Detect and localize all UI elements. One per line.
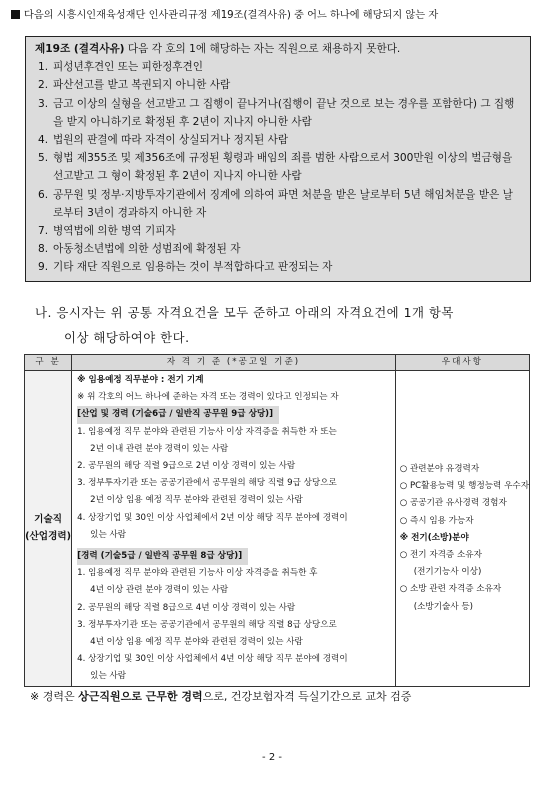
qualification-table bbox=[24, 354, 530, 687]
disqualification-box bbox=[25, 36, 531, 282]
square-bullet-icon bbox=[11, 10, 20, 19]
item-text: 형법 제355조 및 제356조에 규정된 횡령과 배임의 죄를 범한 사람으로서 300만원 이상의 벌금형을 선고받고 그 형이 확정된 후 2년이 지나지 아니한 사람 bbox=[53, 152, 513, 183]
section-title: [경력 (기술5급 / 일반직 공무원 8급 상당)] bbox=[77, 548, 248, 565]
item-number: 7. bbox=[38, 225, 49, 238]
item-number: 3. bbox=[77, 619, 86, 630]
category-name: 기술직 bbox=[34, 514, 62, 526]
eligibility-paragraph bbox=[35, 300, 525, 350]
preference-sub: (전기기능사 이상) bbox=[413, 567, 482, 578]
section-title: [산업 및 경력 (기술6급 / 일반직 공무원 9급 상당)] bbox=[77, 406, 279, 423]
list-item bbox=[35, 240, 522, 258]
list-item bbox=[35, 222, 522, 240]
preference-item: ○ 관련분야 유경력자 bbox=[399, 464, 480, 474]
paragraph-line: 이상 해당하여야 한다. bbox=[64, 330, 190, 345]
list-item bbox=[35, 95, 522, 131]
list-item bbox=[35, 149, 522, 185]
list-item bbox=[35, 58, 522, 76]
preference-cell bbox=[395, 371, 529, 687]
criteria-item bbox=[77, 458, 391, 475]
preference-section-title: ※ 전기(소방)분야 bbox=[399, 532, 469, 543]
header-category: 구 분 bbox=[25, 355, 72, 371]
item-number: 1. bbox=[77, 426, 86, 437]
item-text: 4년 이상 관련 분야 경력이 있는 사람 bbox=[90, 585, 229, 596]
item-number: 4. bbox=[77, 654, 86, 665]
item-text: 기타 재단 직원으로 임용하는 것이 부적합하다고 판정되는 자 bbox=[53, 261, 333, 274]
list-item bbox=[35, 258, 522, 276]
paragraph-line: 나. 응시자는 위 공통 자격요건을 모두 준하고 아래의 자격요건에 1개 항목 bbox=[35, 305, 454, 320]
list-item bbox=[35, 186, 522, 222]
criteria-item bbox=[77, 424, 391, 458]
item-number: 4. bbox=[77, 512, 86, 523]
item-number: 5. bbox=[38, 152, 49, 165]
item-text: 파산선고를 받고 복권되지 아니한 사람 bbox=[53, 79, 231, 92]
criteria-item bbox=[77, 651, 391, 685]
footnote-suffix: 으로, 건강보험자격 득실기간으로 교차 검증 bbox=[202, 690, 412, 703]
item-number: 1. bbox=[38, 61, 49, 74]
header-criteria: 자 격 기 준 (*공고일 기준) bbox=[72, 355, 396, 371]
item-text: 법원의 판결에 따라 자격이 상실되거나 정지된 사람 bbox=[53, 134, 289, 147]
footnote-prefix: ※ 경력은 bbox=[30, 690, 79, 703]
item-number: 2. bbox=[77, 461, 86, 472]
item-text: 공무원의 해당 직렬 9급으로 2년 이상 경력이 있는 사람 bbox=[88, 461, 296, 472]
field-title: ※ 임용예정 직무분야 : 전기 기계 bbox=[77, 375, 204, 385]
item-text: 금고 이상의 실형을 선고받고 그 집행이 끝나거나(집행이 끝난 것으로 보는 경우를 포함한다) 그 집행을 받지 아니하기로 확정된 후 2년이 지나지 아니한 사람 bbox=[53, 97, 515, 128]
footnote bbox=[30, 688, 411, 704]
section-heading bbox=[11, 8, 541, 23]
item-text: 2년 이내 관련 분야 경력이 있는 사람 bbox=[90, 443, 229, 454]
item-number: 3. bbox=[38, 97, 49, 110]
article-title: 제19조 (결격사유) bbox=[35, 43, 125, 55]
table-row bbox=[25, 371, 530, 687]
item-number: 4. bbox=[38, 134, 49, 147]
preference-item: ○ 공공기관 유사경력 경험자 bbox=[399, 498, 507, 509]
item-number: 8. bbox=[38, 243, 49, 256]
disqualification-list bbox=[35, 58, 522, 276]
item-text: 병역법에 의한 병역 기피자 bbox=[53, 225, 176, 238]
list-item bbox=[35, 76, 522, 94]
field-note: ※ 위 각호의 어느 하나에 준하는 자격 또는 경력이 있다고 인정되는 자 bbox=[77, 392, 339, 403]
item-number: 2. bbox=[38, 79, 49, 92]
item-text: 공무원 및 정부·지방투자기관에서 징계에 의하여 파면 처분을 받은 날로부터 5년 해임처분을 받은 날로부터 3년이 경과하지 아니한 자 bbox=[53, 188, 513, 219]
item-number: 1. bbox=[77, 568, 86, 579]
item-text: 임용예정 직무 분야와 관련된 기능사 이상 자격증을 취득한 자 또는 bbox=[88, 426, 337, 437]
preference-item: ○ PC활용능력 및 행정능력 우수자 bbox=[399, 481, 529, 492]
item-text: 정부투자기관 또는 공공기관에서 공무원의 해당 직렬 8급 상당으로 bbox=[88, 619, 337, 630]
item-text: 있는 사람 bbox=[90, 671, 127, 682]
category-cell bbox=[25, 371, 72, 687]
item-number: 9. bbox=[38, 261, 49, 274]
criteria-item bbox=[77, 475, 391, 509]
preference-sub: (소방기술사 등) bbox=[413, 601, 474, 612]
item-text: 정부투자기관 또는 공공기관에서 공무원의 해당 직렬 9급 상당으로 bbox=[88, 478, 337, 489]
criteria-cell bbox=[72, 371, 396, 687]
item-text: 있는 사람 bbox=[90, 529, 127, 540]
preference-item: ○ 소방 관련 자격증 소유자 bbox=[399, 584, 502, 595]
category-sub: (산업경력) bbox=[25, 531, 71, 543]
item-text: 상장기업 및 30인 이상 사업체에서 4년 이상 해당 직무 분야에 경력이 bbox=[88, 654, 348, 665]
item-text: 임용예정 직무 분야와 관련된 기능사 이상 자격증을 취득한 후 bbox=[88, 568, 318, 579]
criteria-item bbox=[77, 565, 391, 599]
item-text: 피성년후견인 또는 피한정후견인 bbox=[53, 61, 204, 74]
criteria-item bbox=[77, 510, 391, 544]
preference-item: ○ 전기 자격증 소유자 bbox=[399, 550, 482, 561]
item-number: 6. bbox=[38, 188, 49, 201]
criteria-item bbox=[77, 617, 391, 651]
item-number: 3. bbox=[77, 478, 86, 489]
list-item bbox=[35, 131, 522, 149]
item-text: 2년 이상 임용 예정 직무 분야와 관련된 경력이 있는 사람 bbox=[90, 495, 303, 506]
item-text: 공무원의 해당 직렬 8급으로 4년 이상 경력이 있는 사람 bbox=[88, 602, 296, 613]
item-number: 2. bbox=[77, 602, 86, 613]
article-lead bbox=[35, 40, 522, 58]
footnote-emphasis: 상근직원으로 근무한 경력 bbox=[78, 690, 203, 703]
preference-item: ○ 즉시 임용 가능자 bbox=[399, 515, 474, 526]
header-preference: 우대사항 bbox=[395, 355, 529, 371]
item-text: 상장기업 및 30인 이상 사업체에서 2년 이상 해당 직무 분야에 경력이 bbox=[88, 512, 348, 523]
criteria-item bbox=[77, 600, 391, 617]
table-header-row bbox=[25, 355, 530, 371]
item-text: 4년 이상 임용 예정 직무 분야와 관련된 경력이 있는 사람 bbox=[90, 637, 303, 648]
section-heading-text: 다음의 시흥시인재육성재단 인사관리규정 제19조(결격사유) 중 어느 하나에 해당되지 않는 자 bbox=[24, 10, 439, 21]
item-text: 아동청소년법에 의한 성범죄에 확정된 자 bbox=[53, 243, 241, 256]
article-lead-text: 다음 각 호의 1에 해당하는 자는 직원으로 채용하지 못한다. bbox=[124, 43, 401, 55]
page-number: - 2 - bbox=[262, 752, 282, 763]
